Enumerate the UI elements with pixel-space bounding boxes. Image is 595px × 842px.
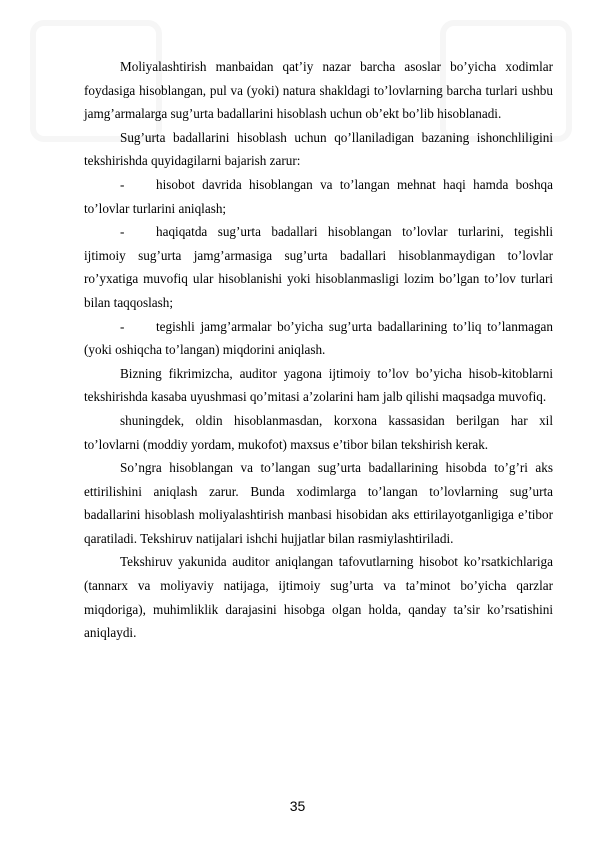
paragraph: shuningdek, oldin hisoblanmasdan, korxona kassasidan berilgan har xil to’lovlarni (moddiy yordam, mukofot) maxsus e’tibor bilan tekshirish kerak. <box>84 412 553 452</box>
document-body <box>84 55 553 645</box>
bullet-dash: - <box>120 176 125 192</box>
bullet-text: tegishli jamg’armalar bo’yicha sug’urta badallarining to’liq to’lanmagan (yoki oshiqcha to’langan) miqdorini aniqlash. <box>84 318 553 358</box>
bullet-text: haqiqatda sug’urta badallari hisoblangan to’lovlar turlarini, tegishli ijtimoiy sug’urta jamg’armasiga sug’urta badallari hisoblanmaydigan to’lovlar ro’yxatiga muvofiq ular hisoblanishi yoki hisoblanmasligi lozim bo’lgan to’lov turlari bilan taqqoslash; <box>84 224 553 310</box>
paragraph: Moliyalashtirish manbaidan qat’iy nazar barcha asoslar bo’yicha xodimlar foydasiga hisoblangan, pul va (yoki) natura shakldagi to’lovlarning barcha turlari ushbu jamg’armalarga sug’urta badallarini hisoblash uchun ob’ekt bo’lib hisoblanadi. <box>84 59 553 122</box>
bullet-dash: - <box>120 224 125 240</box>
paragraph: Sug’urta badallarini hisoblash uchun qo’llaniladigan bazaning ishonchliligini tekshirishda quyidagilarni bajarish zarur: <box>84 129 553 169</box>
bullet-item <box>84 220 553 314</box>
bullet-dash: - <box>120 318 125 334</box>
paragraph: Tekshiruv yakunida auditor aniqlangan tafovutlarning hisobot ko’rsatkichlariga (tannarx va moliyaviy natijaga, ijtimoiy sug’urta va ta’minot bo’yicha qarzlar miqdoriga), muhimliklik darajasini hisobga olgan holda, qanday ta’sir ko’rsatishini aniqlaydi. <box>84 554 553 641</box>
bullet-text: hisobot davrida hisoblangan va to’langan mehnat haqi hamda boshqa to’lovlar turlarini aniqlash; <box>84 176 553 216</box>
bullet-item <box>84 315 553 362</box>
page-number: 35 <box>289 798 306 814</box>
bullet-item <box>84 173 553 220</box>
paragraph: So’ngra hisoblangan va to’langan sug’urta badallarining hisobda to’g’ri aks ettirilishini aniqlash zarur. Bunda xodimlarga to’langan to’lovlarning sug’urta badallarini hisoblash moliyalashtirish manbasi hisobidan aks ettirilayotganligiga e’tibor qaratiladi. Tekshiruv natijalari ishchi hujjatlar bilan rasmiylashtiriladi. <box>84 460 553 546</box>
paragraph: Bizning fikrimizcha, auditor yagona ijtimoiy to’lov bo’yicha hisob-kitoblarni tekshirishda kasaba uyushmasi qo’mitasi a’zolarini ham jalb qilishi maqsadga muvofiq. <box>84 365 553 405</box>
